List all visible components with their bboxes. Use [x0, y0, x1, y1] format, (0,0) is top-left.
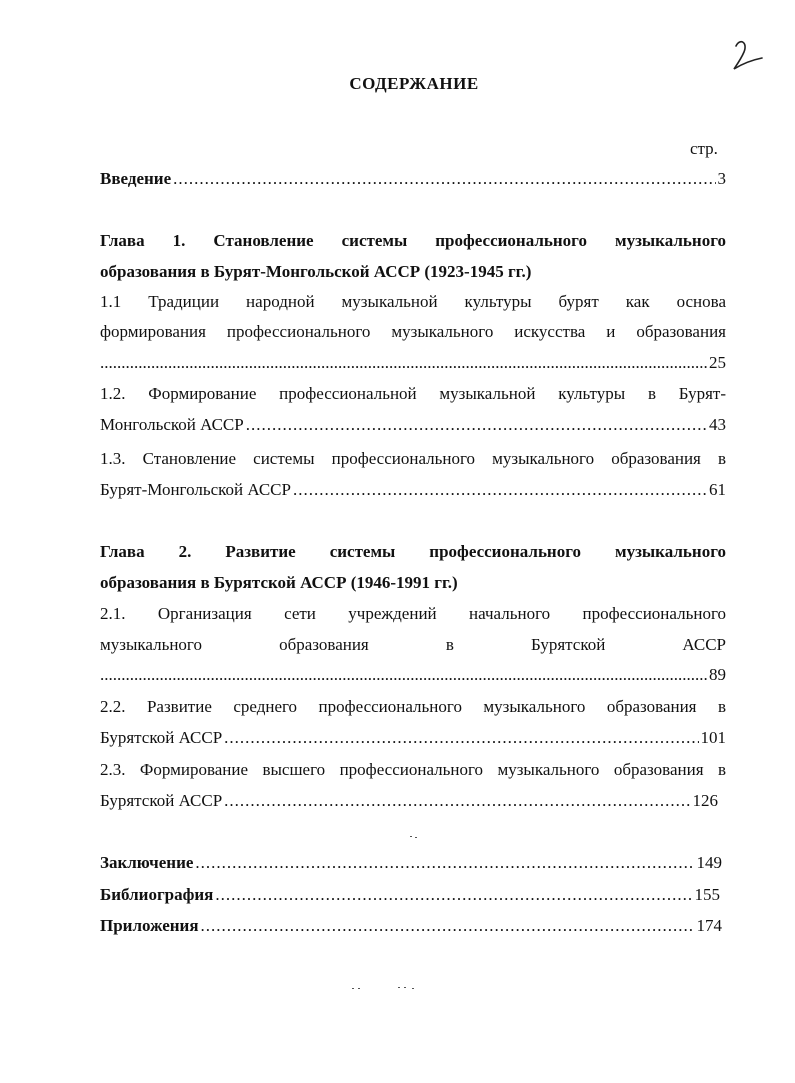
- toc-page-number: 155: [694, 885, 720, 904]
- toc-page-number: 126: [692, 791, 718, 810]
- dot-leader: [173, 168, 715, 190]
- toc-entry-2-2: [100, 727, 726, 749]
- scan-speck: [412, 988, 414, 989]
- section-1-3-line1: 1.3. Становление системы профессионального музыкального образования в: [100, 449, 726, 468]
- section-2-2-line1: 2.2. Развитие среднего профессионального музыкального образования в: [100, 697, 726, 716]
- scan-speck: [398, 987, 400, 988]
- page-title: СОДЕРЖАНИЕ: [349, 74, 479, 93]
- toc-entry-intro: [100, 168, 726, 190]
- toc-page-number: 43: [709, 415, 726, 434]
- toc-entry-conclusion: [100, 852, 722, 874]
- dot-leader: [293, 479, 707, 501]
- section-2-3-line1: 2.3. Формирование высшего профессионального музыкального образования в: [100, 760, 726, 779]
- dot-leader: [195, 852, 694, 874]
- toc-entry-1-3: [100, 479, 726, 501]
- toc-entry-label: Монгольской АССР: [100, 415, 244, 434]
- toc-entry-2-3: [100, 790, 718, 812]
- section-2-1-line1: 2.1. Организация сети учреждений начального профессионального: [100, 604, 726, 623]
- toc-entry-label: Заключение: [100, 853, 194, 872]
- section-1-1-line2: формирования профессионального музыкального искусства и образования: [100, 322, 726, 341]
- page-column-label: стр.: [690, 139, 718, 158]
- toc-entry-label: Бурятской АССР: [100, 728, 223, 747]
- scan-speck: [352, 988, 354, 989]
- dot-leader: [215, 884, 692, 906]
- toc-entry-label: Библиография: [100, 885, 214, 904]
- toc-page-number: 61: [709, 480, 726, 499]
- dot-leader: [224, 727, 698, 749]
- chapter1-heading-line2: образования в Бурят-Монгольской АССР (1923-1945 гг.): [100, 262, 532, 281]
- toc-page-number: 25: [709, 353, 726, 372]
- handwritten-page-number: [728, 36, 768, 76]
- toc-entry-bibliography: [100, 884, 720, 906]
- toc-entry-label: Введение: [100, 169, 172, 188]
- dot-leader: [100, 664, 707, 686]
- scan-speck: [415, 837, 417, 838]
- chapter2-heading-line2: образования в Бурятской АССР (1946-1991 гг.): [100, 573, 458, 592]
- scan-speck: [404, 987, 406, 988]
- chapter1-heading-line1: Глава 1. Становление системы профессионального музыкального: [100, 231, 726, 250]
- dot-leader: [246, 414, 707, 436]
- chapter2-heading-line1: Глава 2. Развитие системы профессионального музыкального: [100, 542, 726, 561]
- toc-entry-1-1: [100, 352, 726, 374]
- scan-speck: [410, 836, 412, 837]
- toc-page-number: 3: [717, 169, 726, 188]
- toc-entry-label: Приложения: [100, 916, 199, 935]
- section-1-2-line1: 1.2. Формирование профессиональной музыкальной культуры в Бурят-: [100, 384, 726, 403]
- toc-page-number: 101: [700, 728, 726, 747]
- dot-leader: [201, 915, 695, 937]
- section-1-1-line1: 1.1 Традиции народной музыкальной культуры бурят как основа: [100, 292, 726, 311]
- toc-entry-2-1: [100, 664, 726, 686]
- section-2-1-line2: музыкального образования в Бурятской АССР: [100, 635, 726, 654]
- toc-entry-label: Бурятской АССР: [100, 791, 223, 810]
- dot-leader: [224, 790, 690, 812]
- toc-page-number: 174: [696, 916, 722, 935]
- dot-leader: [100, 352, 707, 374]
- toc-entry-label: Бурят-Монгольской АССР: [100, 480, 291, 499]
- toc-entry-appendices: [100, 915, 722, 937]
- toc-entry-1-2: [100, 414, 726, 436]
- toc-page-number: 149: [696, 853, 722, 872]
- toc-page-number: 89: [709, 665, 726, 684]
- scan-speck: [358, 988, 360, 989]
